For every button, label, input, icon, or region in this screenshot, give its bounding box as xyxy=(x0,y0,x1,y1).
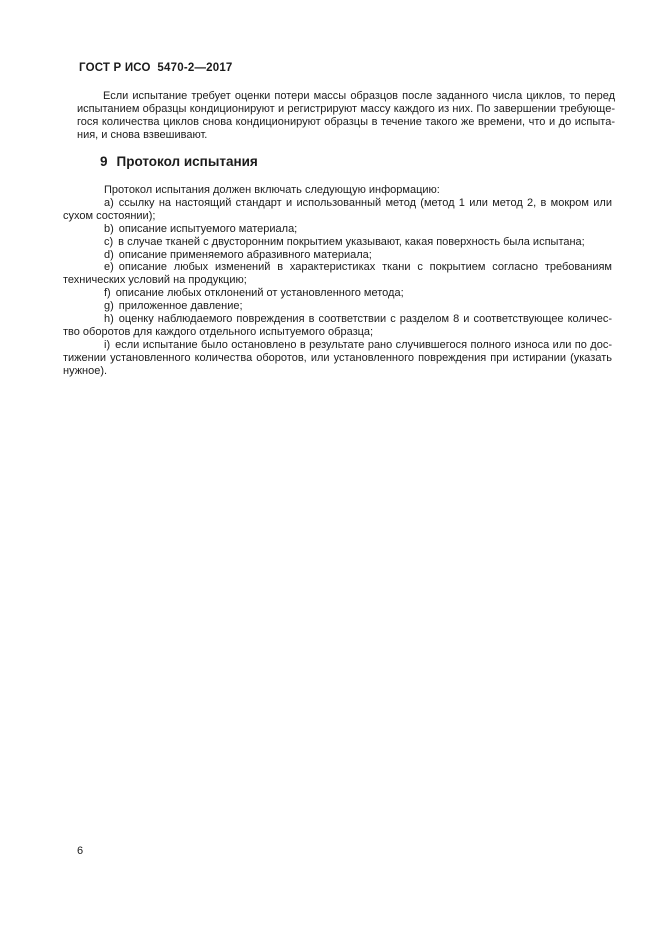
list-item-f xyxy=(63,287,612,300)
item-label: f) xyxy=(104,287,111,300)
page-number: 6 xyxy=(77,845,84,857)
item-label: g) xyxy=(104,300,114,313)
item-text: описание применяемого абразивного материала; xyxy=(118,248,372,261)
item-text: описание любых отклонений от установленного метода; xyxy=(115,287,404,300)
list-item-h xyxy=(63,313,612,339)
list-item-g xyxy=(63,300,612,313)
item-text: описание любых изменений в характеристиках ткани с покрытием согласно требованиям технических условий на продукцию; xyxy=(63,261,612,287)
item-text: в случае тканей с двусторонним покрытием указывают, какая поверхность была испытана; xyxy=(118,235,585,248)
item-text: описание испытуемого материала; xyxy=(118,222,298,235)
item-text: оценку наблюдаемого повреждения в соответствии с разделом 8 и соответствующее количество оборотов для каждого отдельного испытуемого образца; xyxy=(63,313,612,338)
item-label: c) xyxy=(104,235,114,248)
conditioning-paragraph: Если испытание требует оценки потери массы образцов после заданного числа циклов, то перед испытанием образцы кондиционируют и регистрируют массу каждого из них. По завершении требующегося количества циклов снова кондиционируют образцы в течение такого же времени, что и до испытания, и снова взвешивают. xyxy=(77,90,615,141)
item-text: ссылку на настоящий стандарт и использованный метод (метод 1 или метод 2, в мокром или сухом состоянии); xyxy=(63,196,612,222)
item-text: приложенное давление; xyxy=(118,300,243,313)
list-item-b xyxy=(63,223,612,236)
section-title: Протокол испытания xyxy=(116,154,258,169)
section-heading xyxy=(100,153,258,170)
item-label: e) xyxy=(104,261,114,274)
protocol-list xyxy=(63,184,612,378)
list-item-d xyxy=(63,249,612,262)
list-lead: Протокол испытания должен включать следующую информацию: xyxy=(104,184,440,196)
document-header: ГОСТ Р ИСО 5470-2—2017 xyxy=(79,62,233,74)
item-text: если испытание было остановлено в результате рано случившегося полного износа или по достижении установленного количества оборотов, или установленного повреждения при истирании (указать нужное). xyxy=(63,338,612,377)
list-item-c xyxy=(63,236,612,249)
list-item-i xyxy=(63,339,612,378)
list-item-a xyxy=(63,197,612,223)
item-label: b) xyxy=(104,222,114,235)
list-item-e xyxy=(63,261,612,287)
section-number: 9 xyxy=(100,154,108,169)
item-label: a) xyxy=(104,196,114,209)
item-label: d) xyxy=(104,248,114,261)
item-label: i) xyxy=(104,338,111,351)
item-label: h) xyxy=(104,313,114,326)
